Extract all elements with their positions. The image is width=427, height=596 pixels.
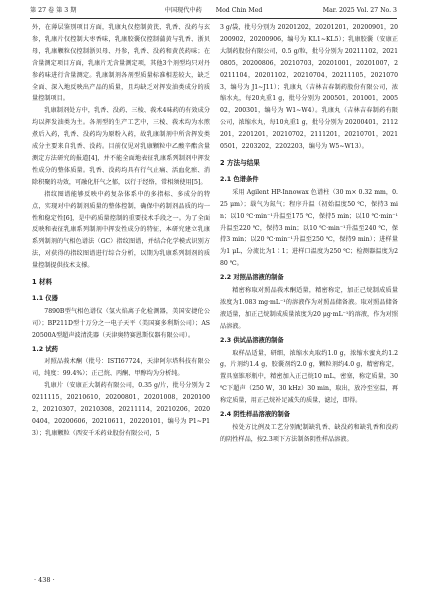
paragraph: 按处方比例及工艺分别配制缺乳香、缺没药和缺乳香和没药的阴性样品，按2.3项下方法制备阴性样品溶液。 (220, 424, 398, 443)
paragraph: 指纹图谱能够反映中药复杂体系中的多指标、多成分的特点，实现对中药制剂质量的整体控制，确保中药制剂品质的均一性和稳定性[6]，是中药质量控制的重要技术手段之一。为了全面反映和表征乳康系列制剂中挥发性成分的特征，本研究建立乳康系列制剂的气相色谱法（GC）指纹图谱，并结合化学模式识别方法，对获得的指纹图谱进行综合分析，以期为乳康系列制剂的质量控制提供技术支撑。 (32, 190, 210, 270)
paragraph: 对照品莪术酮（批号：ISTI67724，天津阿尔塔科技有限公司，纯度：99.4%）；正己烷、丙酮、甲醇均为分析纯。 (32, 358, 210, 378)
header-journal-cn: 中国现代中药 (164, 7, 202, 14)
subsection-heading: 2.2 对照品溶液的制备 (220, 274, 284, 282)
paragraph: 取样品适量，研细，浓缩水丸取约1.0 g，浓缩水蜜丸约1.2 g，片剂约1.4 g，胶囊剂约2.0 g，颗粒剂约4.0 g，精密称定，置具塞锥形瓶中，精密加入正己烷10 mL，密塞，称定质量，30 ℃下超声（250 W，30 kHz）30 min，取出，放冷至室温，再称定质量，用正己烷补足减失的质量，滤过，即得。 (220, 349, 398, 405)
paragraph: 采用 Agilent HP-Innowax 色谱柱（30 m× 0.32 mm，0.25 μm）；载气为氮气；程序升温（初始温度50 ℃，保持3 min；以10 ℃·min⁻¹升温至175 ℃，保持5 min；以10 ℃·min⁻¹升温至220 ℃，保持3 min；以10 ℃·min⁻¹升温至240 ℃，保持3 min；以20 ℃·min⁻¹升温至250 ℃，保持9 min）；进样量为1 μL，分流比为1∶1；进样口温度为250 ℃；检测器温度为280 ℃。 (220, 188, 398, 268)
paragraph: 精密称取对照品莪术酮适量，精密称定，加正己烷制成质量浓度为1.083 mg·mL⁻¹的溶液作为对照品储备液。取对照品储备液适量，加正己烷制成质量浓度为20 μg·mL⁻¹的溶液，作为对照品溶液。 (220, 287, 398, 330)
subsection-heading: 1.1 仪器 (32, 294, 58, 302)
paragraph: 外，在薄层鉴别项目方面，乳康丸仅控制黄芪、乳香、没药与玄参，乳康片仅控制大枣香味，乳康胶囊仅控制蒲黄与乳香、浙贝母，乳康颗粒仅控制浙贝母、丹参，乳香、没药和黄芪药味；在含量测定项目方面，乳康片无含量测定项，其他3个剂型均只对丹参药味进行含量测定。乳康制剂各剂型质量标准相差较大，缺乏全面、深入地反映出产品的质量，且均缺乏对挥发油类成分的质量控制项目。 (32, 24, 210, 103)
left-column (32, 22, 210, 440)
header-issue: 第 27 卷 第 3 期 (30, 7, 77, 14)
subsection-heading: 1.2 试药 (32, 345, 58, 353)
section-heading: 1 材料 (32, 278, 53, 287)
paragraph: 乳康片（安康正大制药有限公司，0.35 g/片，批号分别为 20211115，20210610，20200801，20201008，20201002，20210307，20210308，20211114，20210206，20200404，20200606，20210611，20220101，编号为 P1~P13）；乳康颗粒（西安千禾药业股份有限公司，5 (32, 382, 210, 437)
paragraph: 3 g/袋，批号分别为 20201202，20201201，20200901，20200902，20200906，编号为 KL1~KL5）；乳康胶囊（安康正大制药股份有限公司，0.5 g/粒，批号分别为 20211102，20210805，20200806，20210703，20201001，20201007，20211104，20201102，20210704，20211105，20210703，编号为 J1~J11）；乳康丸（吉林吉春制药股份有限公司，浓缩水丸，每20丸重1 g，批号分别为 200501，201001，200502，200301，编号为 W1~W4）。乳康丸（吉林吉春制药有限公司，浓缩水丸，每10丸重1 g，批号分别为 20200401，2112201，2201201，20210702，2111201，20210701，20210501，2203202，2202203，编号为 W5~W13）。 (220, 24, 398, 151)
paragraph: 7890B型气相色谱仪（氢火焰离子化检测器，美国安捷伦公司）；BP211D型十万分之一电子天平（美国赛多利斯公司）；AS20500A型超声波清洗器（天津奥特赛恩斯仪器有限公司）。 (32, 307, 210, 339)
header-date-volume: Mar. 2025 Vol. 27 No. 3 (322, 7, 397, 14)
page-number: · 438 · (34, 576, 55, 584)
paragraph: 乳康制剂处方中，乳香、没药、三棱、莪术4味药的有效成分均以挥发油类为主。各剂型的生产工艺中，三棱、莪术均为水煎煮后入药，乳香、没药均为原粉入药，故乳康制剂中所含挥发类成分主要来自乳香、没药。目前仅见对乳康颗粒中乙酸辛酯含量测定方法研究的报道[4]，并不能全面地表征乳康系列制剂中挥发性成分的整体质量。乳香、没药均具有行气止痛、活血化瘀、消除积聚的功效，可融化肝气之郁，以行于经络，常相须使用[5]。 (32, 107, 210, 186)
subsection-heading: 2.3 供试品溶液的制备 (220, 336, 284, 344)
header-journal-en: Mod Chin Med (215, 7, 263, 14)
right-column (220, 22, 398, 446)
subsection-heading: 2.1 色谱条件 (220, 175, 259, 183)
section-heading: 2 方法与结果 (220, 158, 260, 167)
subsection-heading: 2.4 阴性样品溶液的制备 (220, 411, 291, 419)
running-header (30, 4, 397, 19)
